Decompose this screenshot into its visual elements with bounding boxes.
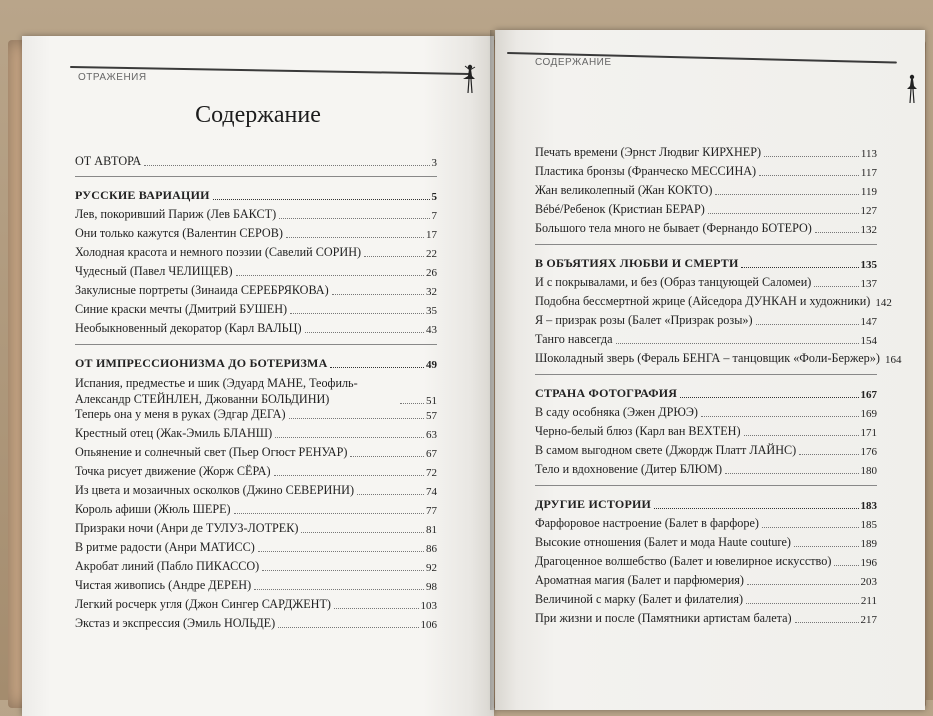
toc-page-number: 113 <box>860 148 877 160</box>
dot-leader <box>680 397 858 398</box>
toc-entry-title: Ароматная магия (Балет и парфюмерия) <box>535 573 744 587</box>
section-divider <box>535 374 877 375</box>
toc-page-number: 185 <box>860 519 877 531</box>
toc-entry <box>75 540 437 555</box>
dot-leader <box>799 454 858 455</box>
dot-leader <box>400 403 424 404</box>
dot-leader <box>350 456 424 457</box>
dot-leader <box>654 508 858 509</box>
toc-page-number: 217 <box>860 614 877 626</box>
toc-entry <box>535 424 877 439</box>
toc-entry <box>75 426 437 441</box>
toc-page-number: 7 <box>431 210 437 222</box>
toc-page-number: 92 <box>426 562 437 574</box>
toc-entry <box>75 226 437 241</box>
running-head-right: СОДЕРЖАНИЕ <box>535 57 612 68</box>
toc-entry-title: Из цвета и мозаичных осколков (Джино СЕВЕРИНИ) <box>75 483 354 497</box>
toc-entry <box>535 554 877 569</box>
toc-entry-title: При жизни и после (Памятники артистам балета) <box>535 611 792 625</box>
dot-leader <box>747 584 859 585</box>
toc-entry <box>535 592 877 607</box>
toc-page-number: 103 <box>420 600 437 612</box>
toc-entry <box>75 559 437 574</box>
dot-leader <box>234 513 424 514</box>
dot-leader <box>290 313 424 314</box>
toc-page-number: 164 <box>884 354 902 366</box>
dot-leader <box>262 570 424 571</box>
toc-section-heading <box>75 188 437 203</box>
toc-entry-title: Тело и вдохновение (Дитер БЛЮМ) <box>535 462 723 476</box>
toc-page-number: 117 <box>860 167 877 179</box>
section-divider <box>75 176 437 177</box>
toc-entry-title: Точка рисует движение (Жорж СЁРА) <box>75 464 271 478</box>
toc-entry <box>75 264 437 279</box>
dot-leader <box>279 218 429 219</box>
toc-entry-title: Опьянение и солнечный свет (Пьер Огюст РЕНУАР) <box>75 445 348 459</box>
dot-leader <box>144 165 429 166</box>
toc-entry-title: ОТ АВТОРА <box>75 154 142 168</box>
toc-entry <box>75 375 437 407</box>
toc-entry <box>75 578 437 593</box>
toc-page-number: 77 <box>426 505 437 517</box>
toc-entry-title: Лев, покоривший Париж (Лев БАКСТ) <box>75 207 277 221</box>
toc-entry <box>75 407 437 422</box>
toc-page-number: 176 <box>860 446 877 458</box>
toc-page-number: 203 <box>860 576 877 588</box>
toc-page-number: 106 <box>420 619 437 631</box>
dot-leader <box>762 527 859 528</box>
toc-page-number: 189 <box>860 538 877 550</box>
toc-entry <box>75 483 437 498</box>
toc-page-number: 180 <box>860 465 877 477</box>
dot-leader <box>764 156 859 157</box>
toc-entry <box>535 405 877 420</box>
toc-entry <box>535 275 877 290</box>
toc-entry <box>535 332 877 347</box>
dot-leader <box>236 275 424 276</box>
toc-page-number: 26 <box>426 267 437 279</box>
toc-page-number: 5 <box>431 191 437 203</box>
toc-entry-title: Закулисные портреты (Зинаида СЕРЕБРЯКОВА) <box>75 283 329 297</box>
toc-page-number: 86 <box>426 543 437 555</box>
dot-leader <box>759 175 859 176</box>
toc-entry-title: В ритме радости (Анри МАТИСС) <box>75 540 255 554</box>
toc-page-number: 17 <box>426 229 437 241</box>
toc-entry <box>75 616 437 631</box>
dot-leader <box>756 324 859 325</box>
toc-entry-title: Призраки ночи (Анри де ТУЛУЗ-ЛОТРЕК) <box>75 521 299 535</box>
toc-entry-title: Высокие отношения (Балет и мода Haute couture) <box>535 535 791 549</box>
toc-page-number: 51 <box>426 395 437 407</box>
dot-leader <box>286 237 424 238</box>
toc-entry-title: Драгоценное волшебство (Балет и ювелирное искусство) <box>535 554 832 568</box>
toc-entry <box>75 464 437 479</box>
toc-page-number: 57 <box>426 410 437 422</box>
toc-page-number: 169 <box>860 408 877 420</box>
toc-entry-title: Теперь она у меня в руках (Эдгар ДЕГА) <box>75 407 286 421</box>
dot-leader <box>814 286 858 287</box>
toc-entry <box>75 283 437 298</box>
toc-entry <box>535 351 902 366</box>
dot-leader <box>289 418 424 419</box>
toc-entry <box>535 294 892 309</box>
toc-title: Содержание <box>195 102 321 128</box>
toc-entry-title: В саду особняка (Эжен ДРЮЭ) <box>535 405 698 419</box>
toc-entry <box>535 313 877 328</box>
toc-page-number: 74 <box>426 486 437 498</box>
dot-leader <box>357 494 424 495</box>
dot-leader <box>254 589 424 590</box>
toc-page-number: 167 <box>860 389 877 401</box>
toc-page-number: 32 <box>426 286 437 298</box>
dot-leader <box>275 437 424 438</box>
toc-page-number: 183 <box>860 500 877 512</box>
toc-page-number: 98 <box>426 581 437 593</box>
toc-entry-title: Холодная красота и немного поэзии (Савелий СОРИН) <box>75 245 362 259</box>
dot-leader <box>815 232 859 233</box>
toc-section-heading <box>535 386 877 401</box>
section-divider <box>535 485 877 486</box>
dot-leader <box>332 294 424 295</box>
toc-page-number: 35 <box>426 305 437 317</box>
toc-entry <box>75 445 437 460</box>
toc-entry <box>75 245 437 260</box>
toc-entry <box>535 221 877 236</box>
toc-page-number: 72 <box>426 467 437 479</box>
toc-entry-title: Черно-белый блюз (Карл ван ВЕХТЕН) <box>535 424 741 438</box>
toc-entry-title: Синие краски мечты (Дмитрий БУШЕН) <box>75 302 288 316</box>
toc-entry-title: Чистая живопись (Андре ДЕРЕН) <box>75 578 252 592</box>
toc-entry-title: Чудесный (Павел ЧЕЛИЩЕВ) <box>75 264 233 278</box>
toc-entry-title: Испания, предместье и шик (Эдуард МАНЕ, Теофиль-Александр СТЕЙНЛЕН, Джованни БОЛЬДИНИ) <box>75 376 358 406</box>
toc-entry-title: В самом выгодном свете (Джордж Платт ЛАЙНС) <box>535 443 797 457</box>
toc-page-number: 171 <box>860 427 877 439</box>
toc-entry <box>75 302 437 317</box>
dot-leader <box>334 608 419 609</box>
ballerina-icon <box>462 64 476 94</box>
toc-page-number: 135 <box>860 259 877 271</box>
toc-entry-title: Величиной с марку (Балет и филателия) <box>535 592 744 606</box>
toc-entry-title: Пластика бронзы (Франческо МЕССИНА) <box>535 164 757 178</box>
toc-page-number: 137 <box>860 278 877 290</box>
toc-entry <box>535 573 877 588</box>
toc-entry-title: Bébé/Ребенок (Кристиан БЕРАР) <box>535 202 705 216</box>
toc-entry-title: Необыкновенный декоратор (Карл ВАЛЬЦ) <box>75 321 302 335</box>
toc-entry-title: Танго навсегда <box>535 332 613 346</box>
toc-entry-title: Жан великолепный (Жан КОКТО) <box>535 183 713 197</box>
toc-entry-title: ДРУГИЕ ИСТОРИИ <box>535 497 652 511</box>
toc-page-number: 132 <box>860 224 877 236</box>
dot-leader <box>744 435 859 436</box>
toc-page-number: 142 <box>875 297 892 309</box>
dot-leader <box>701 416 859 417</box>
toc-page-number: 3 <box>431 157 437 169</box>
toc-entry-title: Экстаз и экспрессия (Эмиль НОЛЬДЕ) <box>75 616 276 630</box>
toc-entry <box>75 502 437 517</box>
dot-leader <box>274 475 424 476</box>
toc-page-number: 81 <box>426 524 437 536</box>
toc-page-number: 63 <box>426 429 437 441</box>
toc-entry <box>535 202 877 217</box>
toc-entry <box>535 443 877 458</box>
dot-leader <box>794 546 859 547</box>
dot-leader <box>708 213 859 214</box>
section-divider <box>535 244 877 245</box>
toc-entry <box>75 521 437 536</box>
toc-entry-title: Акробат линий (Пабло ПИКАССО) <box>75 559 260 573</box>
dot-leader <box>278 627 418 628</box>
dot-leader <box>834 565 858 566</box>
toc-page-number: 43 <box>426 324 437 336</box>
dot-leader <box>616 343 859 344</box>
right-page <box>495 30 925 710</box>
section-divider <box>75 344 437 345</box>
toc-entry <box>75 321 437 336</box>
toc-entry-title: СТРАНА ФОТОГРАФИЯ <box>535 386 678 400</box>
toc-entry-title: Печать времени (Эрнст Людвиг КИРХНЕР) <box>535 145 762 159</box>
toc-entry <box>535 164 877 179</box>
toc-entry <box>535 462 877 477</box>
toc-entry-title: ОТ ИМПРЕССИОНИЗМА ДО БОТЕРИЗМА <box>75 356 328 370</box>
book-gutter <box>490 30 500 710</box>
toc-section-heading <box>535 256 877 271</box>
toc-section-heading <box>535 497 877 512</box>
toc-entry <box>535 535 877 550</box>
dot-leader <box>213 199 430 200</box>
toc-page-number: 196 <box>860 557 877 569</box>
toc-entry-title: РУССКИЕ ВАРИАЦИИ <box>75 188 210 202</box>
dot-leader <box>330 367 424 368</box>
dot-leader <box>305 332 424 333</box>
toc-entry <box>535 183 877 198</box>
dot-leader <box>301 532 424 533</box>
toc-page-number: 127 <box>860 205 877 217</box>
dot-leader <box>746 603 859 604</box>
toc-page-number: 49 <box>426 359 437 371</box>
dot-leader <box>715 194 859 195</box>
dot-leader <box>364 256 424 257</box>
toc-entry-title: Шоколадный зверь (Фераль БЕНГА – танцовщик «Фоли-Бержер») <box>535 351 880 365</box>
toc-entry <box>535 516 877 531</box>
toc-entry <box>75 207 437 222</box>
toc-entry-title: И с покрывалами, и без (Образ танцующей Саломеи) <box>535 275 812 289</box>
toc-entry-title: Фарфоровое настроение (Балет в фарфоре) <box>535 516 759 530</box>
toc-entry-title: Легкий росчерк угля (Джон Сингер САРДЖЕНТ) <box>75 597 331 611</box>
toc-entry-title: Король афиши (Жюль ШЕРЕ) <box>75 502 231 516</box>
ballerina-icon <box>905 74 919 104</box>
toc-page-number: 211 <box>860 595 877 607</box>
toc-entry <box>535 145 877 160</box>
toc-entry-title: Они только кажутся (Валентин СЕРОВ) <box>75 226 283 240</box>
toc-entry <box>75 597 437 612</box>
dot-leader <box>258 551 424 552</box>
toc-entry <box>75 154 437 169</box>
toc-page-number: 22 <box>426 248 437 260</box>
dot-leader <box>725 473 858 474</box>
toc-page-number: 67 <box>426 448 437 460</box>
running-head-left: ОТРАЖЕНИЯ <box>78 72 147 83</box>
toc-page-number: 147 <box>860 316 877 328</box>
dot-leader <box>741 267 858 268</box>
toc-entry-title: В ОБЪЯТИЯХ ЛЮБВИ И СМЕРТИ <box>535 256 739 270</box>
left-page <box>22 36 494 716</box>
toc-page-number: 154 <box>860 335 877 347</box>
dot-leader <box>795 622 859 623</box>
toc-page-number: 119 <box>860 186 877 198</box>
toc-entry-title: Я – призрак розы (Балет «Призрак розы») <box>535 313 753 327</box>
toc-section-heading <box>75 356 437 371</box>
toc-entry-title: Крестный отец (Жак-Эмиль БЛАНШ) <box>75 426 273 440</box>
toc-entry-title: Большого тела много не бывает (Фернандо БОТЕРО) <box>535 221 812 235</box>
toc-entry <box>535 611 877 626</box>
toc-entry-title: Подобна бессмертной жрице (Айседора ДУНКАН и художники) <box>535 294 871 308</box>
